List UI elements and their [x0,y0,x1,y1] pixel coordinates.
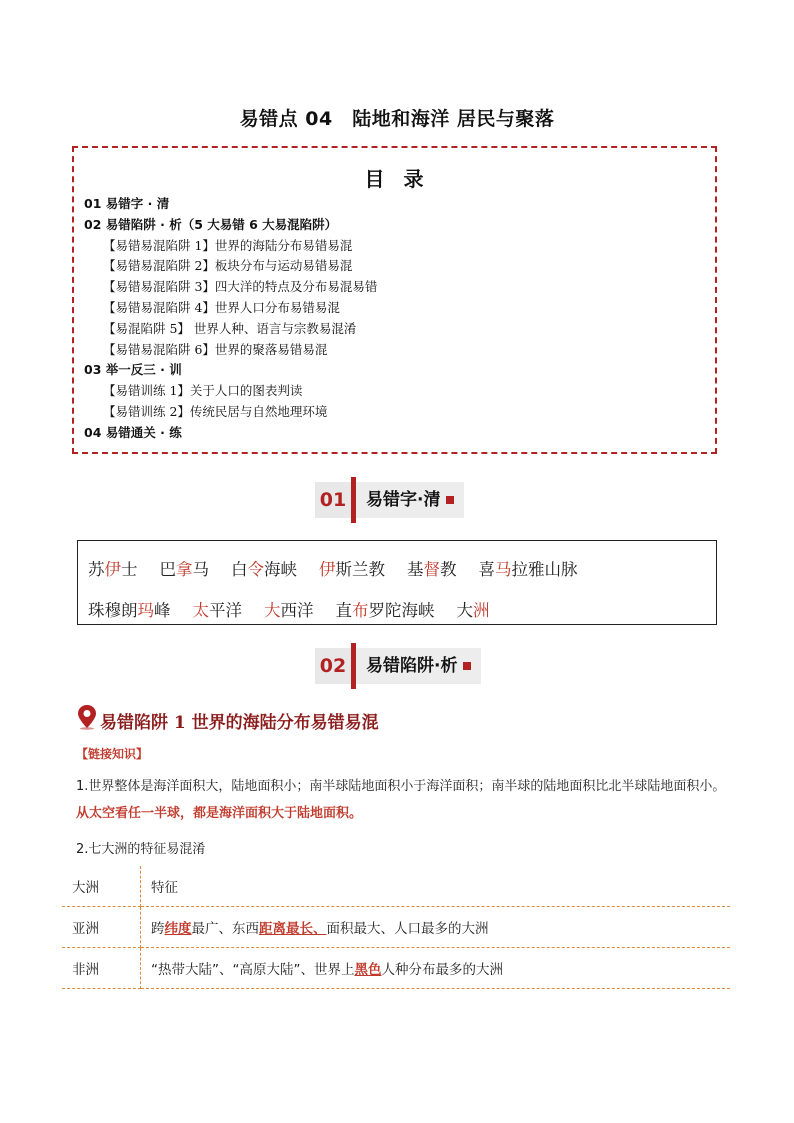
section-label [356,648,481,684]
toc-item: 04 易错通关 · 练 [84,424,182,440]
error-word: 喜马拉雅山脉 [478,560,578,579]
toc-item: 【易错易混陷阱 4】世界人口分布易错易混 [103,300,340,315]
location-pin-icon [76,704,98,730]
paragraph-1-text: 1.世界整体是海洋面积大，陆地面积小；南半球陆地面积小于海洋面积；南半球的陆地面积比北半球陆地面积小。 [76,779,726,794]
error-word: 伊斯兰教 [319,560,385,579]
toc-item: 03 举一反三 · 训 [84,362,182,378]
error-word: 大西洋 [264,601,314,620]
toc-heading: 目 录 [364,167,430,191]
error-word: 直布罗陀海峡 [335,601,435,620]
pitfall-1-title: 易错陷阱 1 世界的海陆分布易错易混 [100,713,379,733]
table-header-cell: 特征 [141,866,731,907]
feature-cell: 跨纬度最广、东西距离最长、面积最大、人口最多的大洲 [141,907,731,948]
section-number: 01 [315,482,351,518]
toc-item: 02 易错陷阱 · 析（5 大易错 6 大易混陷阱） [84,216,338,232]
square-bullet-icon [463,662,471,670]
link-knowledge-tag: 【链接知识】 [76,747,149,761]
toc-item: 【易错易混陷阱 2】板块分布与运动易错易混 [103,258,353,274]
error-word: 基督教 [407,560,457,579]
toc-item: 【易错易混陷阱 1】世界的海陆分布易错易混 [103,237,353,253]
feature-cell: “热带大陆”、“高原大陆”、世界上黑色人种分布最多的大洲 [141,948,731,989]
continent-cell: 亚洲 [62,907,141,948]
table-header-cell: 大洲 [62,866,141,907]
error-word: 太平洋 [192,601,242,620]
error-word: 大洲 [456,601,490,620]
toc-item: 【易错易混陷阱 6】世界的聚落易错易混 [103,341,328,357]
toc-item: 【易错易混陷阱 3】四大洋的特点及分布易混易错 [103,279,378,295]
toc-item: 【易混陷阱 5】 世界人种、语言与宗教易混淆 [103,320,357,336]
toc-item: 01 易错字 · 清 [84,196,170,211]
section-label-text: 易错字·清 [366,490,441,510]
error-word: 珠穆朗玛峰 [88,601,171,620]
error-word: 苏伊士 [88,560,138,579]
toc-item: 【易错训练 2】传统民居与自然地理环境 [103,404,328,419]
error-words-row-2 [88,597,512,621]
square-bullet-icon [446,496,454,504]
document-title: 易错点 04 陆地和海洋 居民与聚落 [239,108,555,130]
toc-item: 【易错训练 1】关于人口的图表判读 [103,383,303,399]
section-number: 02 [315,648,351,684]
paragraph-2: 2.七大洲的特征易混淆 [76,842,206,857]
section-label-text: 易错陷阱·析 [366,656,458,676]
section-label [356,482,464,518]
table-header-row [62,866,730,907]
table-row [62,907,730,948]
continent-cell: 非洲 [62,948,141,989]
error-word: 巴拿马 [159,560,209,579]
paragraph-1-highlight: 从太空看任一半球，都是海洋面积大于陆地面积。 [76,806,363,821]
continent-features-table [62,866,730,989]
error-words-row-1 [88,556,600,580]
error-word: 白令海峡 [231,560,297,579]
table-row [62,948,730,989]
paragraph-1 [76,773,726,827]
